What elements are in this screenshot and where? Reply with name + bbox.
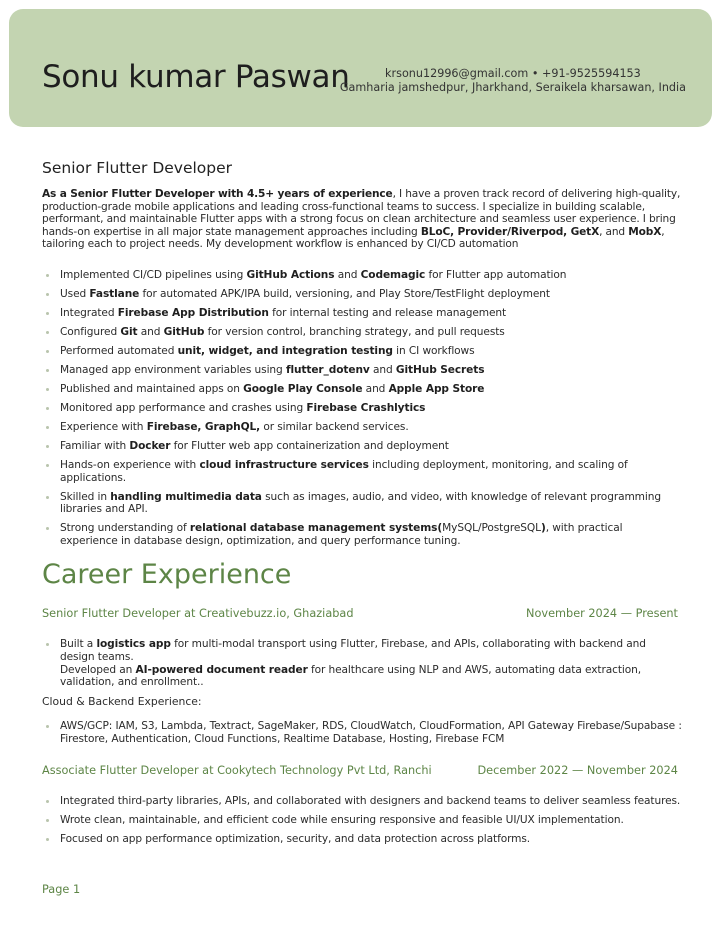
list-item: Experience with Firebase, GraphQL, or similar backend services.	[42, 421, 682, 434]
list-item: AWS/GCP: IAM, S3, Lambda, Textract, SageMaker, RDS, CloudWatch, CloudFormation, API Gateway Firebase/Supabase : Firestore, Authentication, Cloud Functions, Realtime Database, Hosting, Firebase FCM	[42, 720, 682, 746]
job-header-cookytech	[42, 764, 678, 777]
list-item: Focused on app performance optimization, security, and data protection across platforms.	[42, 833, 682, 846]
bold-phrase: handling multimedia data	[110, 490, 262, 503]
bold-phrase: Firebase, GraphQL,	[146, 420, 261, 433]
list-item: Managed app environment variables using flutter_dotenv and GitHub Secrets	[42, 364, 682, 377]
career-section-title: Career Experience	[42, 559, 292, 590]
bold-phrase: GitHub Secrets	[395, 363, 485, 376]
list-item: Wrote clean, maintainable, and efficient code while ensuring responsive and feasible UI/UX implementation.	[42, 814, 682, 827]
bold-phrase: )	[540, 522, 546, 535]
list-item: Performed automated unit, widget, and integration testing in CI workflows	[42, 345, 682, 358]
bold-phrase: As a Senior Flutter Developer with 4.5+ years of experience	[42, 188, 393, 200]
profile-title: Senior Flutter Developer	[42, 159, 233, 177]
list-item: Integrated Firebase App Distribution for internal testing and release management	[42, 307, 682, 320]
page-number: Page 1	[42, 883, 81, 896]
contact-block	[340, 67, 686, 95]
bold-phrase: Google Play Console	[243, 382, 363, 395]
profile-summary: As a Senior Flutter Developer with 4.5+ years of experience, I have a proven track record of delivering high-quality, production-grade mobile applications and leading cross-functional teams to success. I specialize in building scalable, performant, and maintainable Flutter apps with a strong focus on clean architecture and seamless user experience. I bring hands-on expertise in all major state management approaches including BLoC, Provider/Riverpod, GetX, and MobX, tailoring each to project needs. My development workflow is enhanced by CI/CD automation	[42, 188, 681, 251]
list-item: Hands-on experience with cloud infrastructure services including deployment, monitoring, and scaling of applications.	[42, 459, 682, 485]
bold-phrase: Docker	[129, 439, 171, 452]
bold-phrase: GitHub Actions	[246, 269, 335, 281]
bold-phrase: Firebase Crashlytics	[306, 401, 426, 414]
bold-phrase: Apple App Store	[388, 382, 485, 395]
list-item: Strong understanding of relational database management systems(MySQL/PostgreSQL), with practical experience in database design, optimization, and query performance tuning.	[42, 522, 682, 548]
job-role: Senior Flutter Developer at Creativebuzz.io, Ghaziabad	[42, 607, 354, 620]
header-banner	[9, 9, 712, 127]
skills-list	[42, 269, 682, 554]
bold-phrase: AI-powered document reader	[135, 663, 308, 676]
list-item: Integrated third-party libraries, APIs, and collaborated with designers and backend teams to deliver seamless features.	[42, 795, 682, 808]
list-item: Monitored app performance and crashes using Firebase Crashlytics	[42, 402, 682, 415]
list-item: Published and maintained apps on Google Play Console and Apple App Store	[42, 383, 682, 396]
list-item: Used Fastlane for automated APK/IPA build, versioning, and Play Store/TestFlight deployment	[42, 288, 682, 301]
job-header-creativebuzz	[42, 607, 678, 620]
bold-phrase: cloud infrastructure services	[199, 458, 369, 471]
list-item: Familiar with Docker for Flutter web app containerization and deployment	[42, 440, 682, 453]
cloud-subheading: Cloud & Backend Experience:	[42, 695, 202, 708]
bold-phrase: logistics app	[96, 638, 171, 650]
job2-bullets	[42, 795, 682, 852]
cloud-bullets	[42, 720, 682, 752]
job-dates: December 2022 — November 2024	[477, 764, 678, 777]
bold-phrase: unit, widget, and integration testing	[177, 344, 393, 357]
bold-phrase: flutter_dotenv	[285, 363, 370, 376]
email-phone: krsonu12996@gmail.com • +91-9525594153	[385, 67, 641, 80]
job-dates: November 2024 — Present	[526, 607, 678, 620]
bold-phrase: MobX	[628, 225, 662, 238]
job1-bullets	[42, 638, 682, 695]
bold-phrase: relational database management systems(	[189, 522, 443, 535]
list-item: Built a logistics app for multi-modal transport using Flutter, Firebase, and APIs, collaborating with backend and design teams. Developed an AI-powered document reader for healthcare using NLP and AWS, automating data extraction, validation, and enrollment..	[42, 638, 682, 689]
bold-phrase: Firebase App Distribution	[117, 306, 269, 319]
bold-phrase: Codemagic	[360, 269, 426, 281]
list-item: Implemented CI/CD pipelines using GitHub Actions and Codemagic for Flutter app automation	[42, 269, 682, 282]
address: Gamharia jamshedpur, Jharkhand, Seraikela kharsawan, India	[339, 81, 686, 94]
bold-phrase: BLoC, Provider/Riverpod, GetX	[420, 225, 600, 238]
bold-phrase: GitHub	[163, 325, 205, 338]
candidate-name: Sonu kumar Paswan	[42, 59, 350, 95]
list-item: Configured Git and GitHub for version control, branching strategy, and pull requests	[42, 326, 682, 339]
bold-phrase: Fastlane	[89, 287, 140, 300]
list-item: Skilled in handling multimedia data such as images, audio, and video, with knowledge of relevant programming libraries and API.	[42, 491, 682, 517]
job-role: Associate Flutter Developer at Cookytech Technology Pvt Ltd, Ranchi	[42, 764, 432, 777]
bold-phrase: Git	[120, 325, 138, 338]
